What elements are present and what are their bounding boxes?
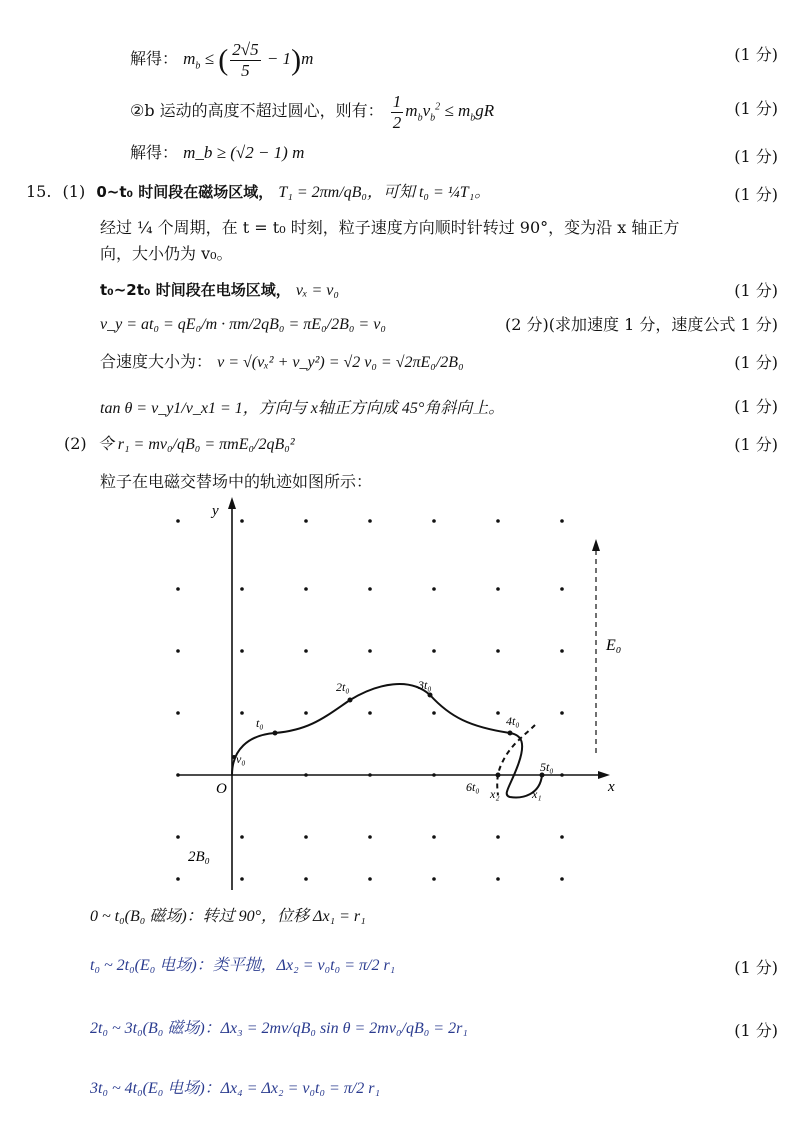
v0-label: v₀ xyxy=(236,752,246,766)
q15-e-text: 合速度大小为： xyxy=(100,352,213,371)
field-dot xyxy=(560,587,564,591)
q15-d xyxy=(100,314,386,335)
field-dot xyxy=(368,835,372,839)
x2-label: x₂ xyxy=(490,787,500,801)
field-dot xyxy=(240,587,244,591)
x1-label: x₁ xyxy=(532,787,542,801)
point-6t0 xyxy=(496,773,501,778)
field-dot xyxy=(176,835,180,839)
e-field-label: E₀ xyxy=(606,637,622,654)
field-dot xyxy=(368,711,372,715)
step-1-math: 0 ~ t₀(B₀ 磁场)：转过 90°，位移 Δx₁ = r₁ xyxy=(90,908,366,925)
q15-c-text: t₀~2t₀ 时间段在电场区域， xyxy=(100,281,291,299)
y-axis-arrow xyxy=(228,497,236,509)
x-axis-arrow xyxy=(598,771,610,779)
field-dot xyxy=(176,711,180,715)
point-t0 xyxy=(273,731,278,736)
q15-e-math: v = √(vₓ² + v_y²) = √2 v₀ = √2πE₀/2B₀ xyxy=(217,354,464,371)
field-dot xyxy=(368,519,372,523)
field-dot xyxy=(240,519,244,523)
origin-label: O xyxy=(216,781,227,797)
q15-d-math: v_y = at₀ = qE₀/m · πm/2qB₀ = πE₀/2B₀ = v₀ xyxy=(100,316,386,333)
q15-f xyxy=(100,398,504,419)
q15-g-math: 令 r₁ = mv₀/qB₀ = πmE₀/2qB₀² xyxy=(97,436,295,453)
math-energy: $\frac{1}{2}$ $m_bv_b^2 \le m_bgR$ xyxy=(392,92,495,132)
field-dot xyxy=(304,711,308,715)
field-dot xyxy=(304,519,308,523)
field-dot xyxy=(496,519,500,523)
q15-f-math: tan θ = v_y1/v_x1 = 1，方向与 x轴正方向成 45°角斜向上。 xyxy=(100,400,505,417)
q15-g xyxy=(64,434,295,455)
field-dot xyxy=(432,649,436,653)
step-3-math: 2t₀ ~ 3t₀(B₀ 磁场)：Δx₃ = 2mv/qB₀ sin θ = 2mv₀/qB₀ = 2r₁ xyxy=(90,1020,468,1037)
step-1 xyxy=(90,906,366,927)
field-dot xyxy=(496,587,500,591)
field-dot xyxy=(304,835,308,839)
score-9: (1 分) xyxy=(734,435,778,454)
step-3 xyxy=(90,1018,468,1039)
y-axis-label: y xyxy=(212,503,219,519)
score-3: (1 分) xyxy=(734,147,778,166)
4t0-label: 4t₀ xyxy=(506,714,520,728)
step-4-math: 3t₀ ~ 4t₀(E₀ 电场)：Δx₄ = Δx₂ = v₀t₀ = π/2 r₁ xyxy=(90,1080,381,1097)
field-dot xyxy=(176,587,180,591)
q15-h: 粒子在电磁交替场中的轨迹如图所示： xyxy=(100,472,373,491)
field-dot xyxy=(368,649,372,653)
part-label-1: (1) xyxy=(62,182,86,201)
point-2t0 xyxy=(348,698,353,703)
field-dot xyxy=(560,835,564,839)
score-1: (1 分) xyxy=(734,45,778,64)
field-dot xyxy=(240,711,244,715)
score-7: (1 分) xyxy=(734,353,778,372)
step-2 xyxy=(90,955,395,976)
e-field-arrowhead xyxy=(592,539,600,551)
score-6: (2 分)(求加速度 1 分，速度公式 1 分) xyxy=(505,315,778,334)
score-5: (1 分) xyxy=(734,281,778,300)
score-4: (1 分) xyxy=(734,185,778,204)
field-dot xyxy=(432,587,436,591)
field-dot xyxy=(560,519,564,523)
math-inequality-2: m_b ≥ (√2 − 1) m xyxy=(183,143,305,162)
field-dot xyxy=(432,877,436,881)
q15-e xyxy=(100,352,464,373)
field-dot xyxy=(496,649,500,653)
field-dot xyxy=(560,877,564,881)
score-11: (1 分) xyxy=(734,1021,778,1040)
result-line-2 xyxy=(130,142,304,163)
field-dot xyxy=(496,835,500,839)
3t0-label: 3t₀ xyxy=(418,678,432,692)
q15-b1: 经过 ¼ 个周期，在 t = t₀ 时刻，粒子速度方向顺时针转过 90°，变为沿 x 轴正方 xyxy=(100,218,680,237)
6t0-label: 6t₀ xyxy=(466,780,480,794)
field-dot xyxy=(496,877,500,881)
step-2-math: t₀ ~ 2t₀(E₀ 电场)：类平抛，Δx₂ = v₀t₀ = π/2 r₁ xyxy=(90,957,396,974)
x-axis-label: x xyxy=(608,779,615,795)
part-label-2: (2) xyxy=(64,434,87,453)
condition-text: ②b 运动的高度不超过圆心，则有： xyxy=(130,100,384,120)
field-dot xyxy=(240,835,244,839)
field-dot-grid xyxy=(176,519,564,881)
q15-header xyxy=(26,182,490,203)
field-dot xyxy=(432,711,436,715)
q15-c xyxy=(100,280,339,301)
condition-line xyxy=(130,92,494,132)
trajectory-figure xyxy=(150,495,640,895)
field-dot xyxy=(368,587,372,591)
field-dot xyxy=(176,519,180,523)
result-line-1 xyxy=(130,40,313,80)
score-8: (1 分) xyxy=(734,397,778,416)
field-dot xyxy=(496,711,500,715)
q15-b2: 向，大小仍为 v₀。 xyxy=(100,244,233,263)
field-dot xyxy=(368,877,372,881)
question-number: 15. xyxy=(26,182,52,201)
q15-c-math: vₓ = v₀ xyxy=(295,282,339,299)
step-4 xyxy=(90,1078,380,1099)
field-dot xyxy=(304,649,308,653)
point-4t0 xyxy=(508,731,513,736)
score-10: (1 分) xyxy=(734,958,778,977)
q15-a-math: T₁ = 2πm/qB₀，可知 t₀ = ¼T₁。 xyxy=(278,184,491,201)
solve-label: 解得： xyxy=(130,48,179,68)
point-3t0 xyxy=(428,693,433,698)
score-2: (1 分) xyxy=(734,99,778,118)
field-dot xyxy=(304,587,308,591)
5t0-label: 5t₀ xyxy=(540,760,554,774)
field-dot xyxy=(560,649,564,653)
q15-a-text: 0~t₀ 时间段在磁场区域， xyxy=(96,183,274,201)
field-dot xyxy=(304,877,308,881)
field-dot xyxy=(240,877,244,881)
field-dot xyxy=(560,711,564,715)
solve-label: 解得： xyxy=(130,143,179,162)
t0-label: t₀ xyxy=(256,716,264,730)
b-field-label: 2B₀ xyxy=(188,849,210,865)
field-dot xyxy=(432,835,436,839)
field-dot xyxy=(240,649,244,653)
field-dot xyxy=(176,649,180,653)
field-dot xyxy=(432,519,436,523)
trajectory-path xyxy=(232,684,542,797)
math-inequality-1: $m_b$ ≤ ( $\frac{2√5}{5}$ − 1)m xyxy=(183,40,314,80)
2t0-label: 2t₀ xyxy=(336,680,350,694)
field-dot xyxy=(176,877,180,881)
